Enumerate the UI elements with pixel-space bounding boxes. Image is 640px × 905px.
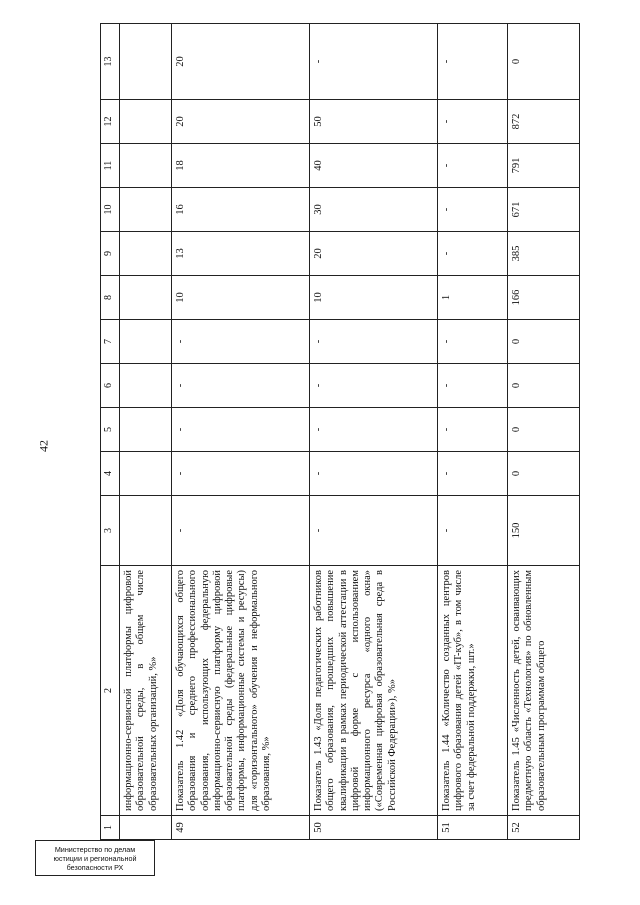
value-cell — [120, 144, 172, 188]
stamp-line: Министерство по делам — [54, 844, 136, 854]
col-header: 9 — [101, 232, 120, 276]
registration-stamp — [35, 840, 155, 876]
value-cell: - — [310, 364, 438, 408]
row-number — [120, 816, 172, 840]
table-row — [120, 24, 172, 840]
row-number: 50 — [310, 816, 438, 840]
rotated-table-container — [100, 24, 640, 840]
value-cell: - — [310, 408, 438, 452]
value-cell — [120, 276, 172, 320]
row-number: 51 — [438, 816, 508, 840]
value-cell: 20 — [310, 232, 438, 276]
value-cell: - — [172, 452, 310, 496]
value-cell: 0 — [508, 320, 580, 364]
value-cell: - — [438, 100, 508, 144]
value-cell: 50 — [310, 100, 438, 144]
header-row — [101, 24, 120, 840]
value-cell: - — [172, 408, 310, 452]
value-cell: 0 — [508, 408, 580, 452]
value-cell: - — [438, 364, 508, 408]
value-cell: 150 — [508, 496, 580, 566]
row-number: 49 — [172, 816, 310, 840]
value-cell: 20 — [172, 24, 310, 100]
indicator-text: Показатель 1.45 «Численность детей, осваивающих предметную область «Технология» по обновленным образовательным программам общего — [508, 566, 580, 816]
value-cell — [120, 188, 172, 232]
value-cell — [120, 232, 172, 276]
col-header: 7 — [101, 320, 120, 364]
table-row — [172, 24, 310, 840]
value-cell: 872 — [508, 100, 580, 144]
value-cell: 0 — [508, 364, 580, 408]
value-cell: - — [438, 144, 508, 188]
value-cell: 10 — [310, 276, 438, 320]
value-cell: 40 — [310, 144, 438, 188]
value-cell: 791 — [508, 144, 580, 188]
value-cell: - — [438, 232, 508, 276]
indicator-text: Показатель 1.42 «Доля обучающихся общего образования и среднего профессионального образования, использующих федеральную информационно-сервисную платформу цифровой образовательной среды (федеральные цифровые платформы, информационные системы и ресурсы) для «горизонтального» обучения и неформального образования, %» — [172, 566, 310, 816]
indicator-text: Показатель 1.43 «Доля педагогических работников общего образования, прошедших повышение квалификации в рамках периодической аттестации в цифровой форме с использованием информационного ресурса «одного окна» («Современная цифровая образовательная среда в Российской Федерации»), %» — [310, 566, 438, 816]
value-cell: 18 — [172, 144, 310, 188]
value-cell: 10 — [172, 276, 310, 320]
table-row — [310, 24, 438, 840]
value-cell: - — [438, 452, 508, 496]
value-cell: 20 — [172, 100, 310, 144]
value-cell: 16 — [172, 188, 310, 232]
value-cell — [120, 408, 172, 452]
value-cell: - — [438, 408, 508, 452]
col-header: 5 — [101, 408, 120, 452]
value-cell: - — [310, 496, 438, 566]
value-cell: - — [310, 452, 438, 496]
value-cell: 30 — [310, 188, 438, 232]
value-cell: - — [172, 364, 310, 408]
indicator-text: Показатель 1.44 «Количество созданных центров цифрового образования детей «IT-куб», в том числе за счет федеральной поддержки, шт.» — [438, 566, 508, 816]
value-cell: - — [438, 24, 508, 100]
value-cell: 166 — [508, 276, 580, 320]
indicator-text: информационно-сервисной платформы цифровой образовательной среды, в общем числе образовательных организаций, %» — [120, 566, 172, 816]
col-header: 8 — [101, 276, 120, 320]
col-header: 13 — [101, 24, 120, 100]
page-number: 42 — [36, 440, 51, 452]
col-header: 2 — [101, 566, 120, 816]
value-cell: - — [172, 320, 310, 364]
col-header: 3 — [101, 496, 120, 566]
col-header: 6 — [101, 364, 120, 408]
row-number: 52 — [508, 816, 580, 840]
value-cell — [120, 364, 172, 408]
value-cell: - — [310, 24, 438, 100]
stamp-line: юстиции и региональной — [53, 853, 137, 863]
value-cell — [120, 496, 172, 566]
value-cell — [120, 452, 172, 496]
value-cell: - — [172, 496, 310, 566]
col-header: 1 — [101, 816, 120, 840]
col-header: 4 — [101, 452, 120, 496]
value-cell: 13 — [172, 232, 310, 276]
indicators-table — [100, 23, 580, 840]
value-cell: - — [438, 496, 508, 566]
stamp-line: безопасности РХ — [66, 862, 124, 872]
value-cell: - — [438, 188, 508, 232]
value-cell: 1 — [438, 276, 508, 320]
value-cell: 385 — [508, 232, 580, 276]
value-cell — [120, 100, 172, 144]
value-cell: 671 — [508, 188, 580, 232]
value-cell: 0 — [508, 452, 580, 496]
col-header: 10 — [101, 188, 120, 232]
col-header: 11 — [101, 144, 120, 188]
value-cell: - — [310, 320, 438, 364]
table-row — [438, 24, 508, 840]
table-row — [508, 24, 580, 840]
value-cell: 0 — [508, 24, 580, 100]
value-cell: - — [438, 320, 508, 364]
col-header: 12 — [101, 100, 120, 144]
value-cell — [120, 24, 172, 100]
value-cell — [120, 320, 172, 364]
